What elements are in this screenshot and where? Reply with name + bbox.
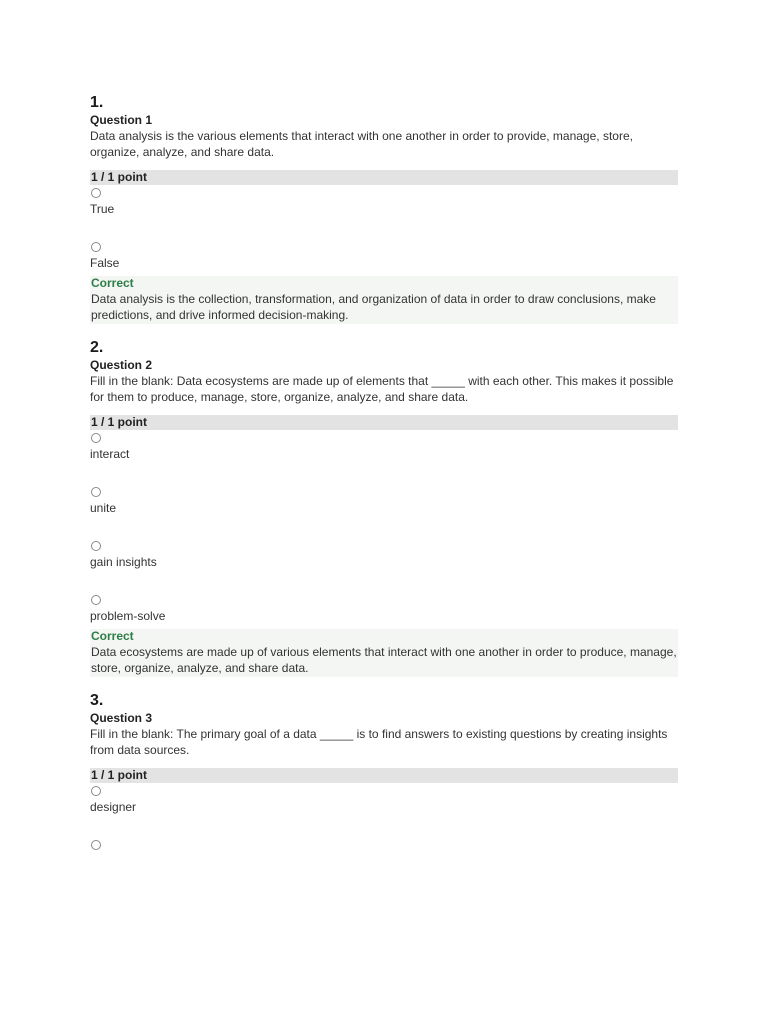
feedback-heading: Correct	[91, 276, 134, 290]
question-label: Question 1	[90, 113, 153, 127]
question-3	[90, 692, 678, 864]
answer-option[interactable]	[90, 592, 678, 623]
feedback-heading: Correct	[91, 629, 134, 643]
feedback-text: Data analysis is the collection, transformation, and organization of data in order to draw conclusions, make predictions, and drive informed decision-making.	[91, 292, 656, 322]
question-number: 1.	[90, 94, 104, 111]
radio-button-icon[interactable]	[91, 188, 101, 198]
radio-button-icon[interactable]	[91, 541, 101, 551]
option-label: False	[90, 256, 120, 270]
radio-button-icon[interactable]	[91, 487, 101, 497]
question-2	[90, 339, 678, 677]
answer-option[interactable]	[90, 783, 678, 837]
quiz-page	[90, 94, 678, 881]
answer-option[interactable]	[90, 239, 678, 270]
answer-option[interactable]	[90, 430, 678, 484]
radio-button-icon[interactable]	[91, 840, 101, 850]
radio-button-icon[interactable]	[91, 242, 101, 252]
feedback-box	[90, 276, 678, 324]
question-text: Fill in the blank: Data ecosystems are made up of elements that _____ with each other. This makes it possible for them to produce, manage, store, organize, analyze, and share data.	[90, 374, 674, 404]
option-label: interact	[90, 447, 130, 461]
answer-option[interactable]	[90, 484, 678, 538]
points-bar: 1 / 1 point	[90, 415, 678, 430]
question-text: Fill in the blank: The primary goal of a data _____ is to find answers to existing questions by creating insights from data sources.	[90, 727, 668, 757]
question-number: 2.	[90, 339, 104, 356]
answer-option[interactable]	[90, 837, 678, 864]
question-text: Data analysis is the various elements that interact with one another in order to provide, manage, store, organize, analyze, and share data.	[90, 129, 633, 159]
option-label: unite	[90, 501, 117, 515]
radio-button-icon[interactable]	[91, 595, 101, 605]
option-label: designer	[90, 800, 137, 814]
radio-button-icon[interactable]	[91, 786, 101, 796]
question-label: Question 3	[90, 711, 153, 725]
feedback-box	[90, 629, 678, 677]
option-label: problem-solve	[90, 609, 166, 623]
points-bar: 1 / 1 point	[90, 170, 678, 185]
question-label: Question 2	[90, 358, 153, 372]
option-label: gain insights	[90, 555, 157, 569]
feedback-text: Data ecosystems are made up of various elements that interact with one another in order to produce, manage, store, organize, analyze, and share data.	[91, 645, 677, 675]
answer-option[interactable]	[90, 185, 678, 239]
question-1	[90, 94, 678, 324]
answer-option[interactable]	[90, 538, 678, 592]
option-label: True	[90, 202, 115, 216]
radio-button-icon[interactable]	[91, 433, 101, 443]
question-number: 3.	[90, 692, 104, 709]
points-bar: 1 / 1 point	[90, 768, 678, 783]
